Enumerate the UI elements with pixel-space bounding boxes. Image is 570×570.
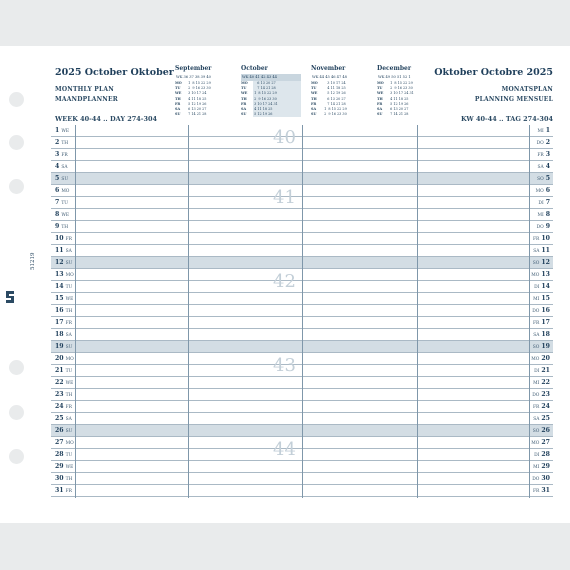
week-number-watermark: 41 bbox=[273, 187, 296, 208]
mini-calendar-weekday: TH bbox=[175, 96, 181, 101]
mini-calendar-weekday: TU bbox=[241, 86, 247, 91]
day-label-right bbox=[531, 271, 550, 278]
day-number: 1 bbox=[55, 127, 60, 134]
day-label-right bbox=[533, 247, 550, 254]
weekday-de: MO bbox=[531, 441, 540, 446]
mini-calendar-dates: 5 12 19 26 bbox=[187, 101, 207, 106]
mini-calendar-dates: 6 13 20 27 bbox=[389, 106, 409, 111]
mini-calendar-weekday: WE bbox=[241, 91, 248, 96]
day-number: 16 bbox=[55, 307, 64, 314]
day-label-right bbox=[532, 307, 550, 314]
weekday-en: WE bbox=[65, 297, 74, 302]
day-number: 29 bbox=[55, 463, 64, 470]
day-label-right bbox=[537, 223, 550, 230]
week-number-watermark: 44 bbox=[273, 439, 296, 460]
mini-calendar-weeks: WK 49 50 51 52 1 bbox=[378, 75, 411, 79]
weekday-de: SO bbox=[537, 177, 544, 182]
day-number: 5 bbox=[55, 175, 60, 182]
day-label-left bbox=[55, 391, 72, 398]
weekday-en: SU bbox=[65, 345, 73, 350]
day-label-right bbox=[532, 391, 550, 398]
mini-calendar-month: September bbox=[175, 65, 212, 72]
mini-calendar-dates: 4 11 18 25 bbox=[389, 96, 409, 101]
weekday-en: SA bbox=[65, 333, 72, 338]
mini-calendar-weekday: TU bbox=[311, 86, 317, 91]
day-number: 2 bbox=[545, 139, 550, 146]
weekday-en: FR bbox=[65, 405, 72, 410]
day-label-left bbox=[55, 331, 72, 338]
day-number: 24 bbox=[541, 403, 550, 410]
day-number: 8 bbox=[545, 211, 550, 218]
weekday-de: MO bbox=[535, 189, 544, 194]
day-number: 6 bbox=[55, 187, 60, 194]
weekday-de: FR bbox=[537, 153, 544, 158]
day-label-left bbox=[55, 127, 69, 134]
left-week-range: WEEK 40-44 .. DAY 274-304 bbox=[55, 115, 158, 123]
mini-calendar-weekday: TH bbox=[241, 96, 247, 101]
day-number: 9 bbox=[545, 223, 550, 230]
day-label-left bbox=[55, 415, 72, 422]
weekday-en: FR bbox=[65, 489, 72, 494]
mini-calendar-dates: 1 8 15 22 29 bbox=[389, 81, 413, 85]
mini-calendar-row bbox=[175, 112, 235, 117]
weekday-de: MO bbox=[531, 273, 540, 278]
weekday-en: SA bbox=[61, 165, 68, 170]
mini-calendar-weekday: FR bbox=[241, 101, 247, 106]
day-label-left bbox=[55, 355, 74, 362]
weekday-en: SU bbox=[61, 177, 69, 182]
day-number: 15 bbox=[55, 295, 64, 302]
brand-logo-icon bbox=[4, 289, 16, 309]
mini-calendar-month: October bbox=[241, 65, 268, 72]
day-label-right bbox=[537, 139, 550, 146]
day-number: 15 bbox=[541, 295, 550, 302]
day-label-left bbox=[55, 151, 68, 158]
mini-calendar bbox=[241, 65, 301, 117]
day-label-left bbox=[55, 403, 72, 410]
day-label-right bbox=[531, 439, 550, 446]
day-number: 6 bbox=[545, 187, 550, 194]
left-subtitle-en: MONTHLY PLAN bbox=[55, 86, 114, 93]
mini-calendar-dates: 3 10 17 24 bbox=[323, 81, 346, 85]
weekday-de: DI bbox=[534, 369, 540, 374]
column-divider bbox=[75, 125, 76, 498]
day-number: 3 bbox=[545, 151, 550, 158]
weekday-de: SA bbox=[533, 333, 540, 338]
day-label-right bbox=[534, 283, 550, 290]
day-label-right bbox=[533, 343, 550, 350]
mini-calendar-dates: 3 10 17 24 31 bbox=[389, 91, 414, 96]
mini-calendar-weekday: SU bbox=[377, 112, 383, 117]
weekday-de: MI bbox=[533, 465, 540, 470]
mini-calendar-row bbox=[377, 112, 437, 117]
day-number: 1 bbox=[545, 127, 550, 134]
weekday-de: DI bbox=[534, 453, 540, 458]
mini-calendar-weekday: FR bbox=[175, 101, 181, 106]
day-number: 29 bbox=[541, 463, 550, 470]
mini-calendar-dates: 1 8 15 22 29 bbox=[253, 91, 301, 96]
day-number: 26 bbox=[541, 427, 550, 434]
weekday-de: FR bbox=[533, 489, 540, 494]
mini-calendar-weekday: FR bbox=[377, 101, 383, 106]
day-number: 26 bbox=[55, 427, 64, 434]
weekday-de: SO bbox=[532, 429, 540, 434]
weekday-en: TU bbox=[65, 453, 73, 458]
day-label-left bbox=[55, 463, 73, 470]
punch-hole bbox=[9, 405, 24, 420]
day-label-left bbox=[55, 187, 69, 194]
day-number: 17 bbox=[541, 319, 550, 326]
mini-calendar-dates: 2 9 16 23 30 bbox=[389, 86, 413, 91]
day-number: 12 bbox=[55, 259, 64, 266]
day-label-right bbox=[537, 151, 550, 158]
day-number: 10 bbox=[541, 235, 550, 242]
day-label-right bbox=[533, 415, 550, 422]
mini-calendar-row bbox=[311, 112, 371, 117]
mini-calendar-weekday: TU bbox=[377, 86, 383, 91]
day-number: 2 bbox=[55, 139, 60, 146]
weekday-de: MI bbox=[537, 213, 544, 218]
weekday-en: FR bbox=[61, 153, 68, 158]
day-label-right bbox=[533, 295, 550, 302]
day-number: 31 bbox=[541, 487, 550, 494]
day-label-right bbox=[533, 403, 550, 410]
day-label-left bbox=[55, 487, 72, 494]
day-number: 23 bbox=[55, 391, 64, 398]
weekday-en: TH bbox=[65, 393, 73, 398]
day-label-right bbox=[537, 127, 550, 134]
day-number: 18 bbox=[541, 331, 550, 338]
weekday-en: FR bbox=[65, 237, 72, 242]
day-label-right bbox=[533, 235, 550, 242]
mini-calendar-dates: 6 13 20 27 bbox=[253, 81, 301, 86]
day-number: 30 bbox=[55, 475, 64, 482]
mini-calendar-weekday: MO bbox=[175, 81, 182, 85]
mini-calendar-row bbox=[241, 112, 301, 117]
day-label-right bbox=[533, 487, 550, 494]
day-label-right bbox=[537, 175, 550, 182]
right-week-range: KW 40-44 .. TAG 274-304 bbox=[461, 115, 553, 123]
day-number: 14 bbox=[541, 283, 550, 290]
day-label-left bbox=[55, 139, 68, 146]
day-number: 23 bbox=[541, 391, 550, 398]
mini-calendar-weekday: SU bbox=[175, 112, 181, 117]
mini-calendar-weekday: TU bbox=[175, 86, 181, 91]
mini-calendar-dates: 2 9 16 23 30 bbox=[323, 112, 347, 117]
mini-calendar bbox=[377, 65, 437, 117]
day-number: 22 bbox=[55, 379, 64, 386]
day-number: 17 bbox=[55, 319, 64, 326]
mini-calendar-weeks: WK 40 41 42 43 44 bbox=[241, 74, 301, 81]
mini-calendar-weekday: MO bbox=[241, 81, 248, 85]
day-label-right bbox=[534, 451, 550, 458]
mini-calendar-weekday: SU bbox=[241, 112, 247, 117]
weekday-en: SA bbox=[65, 249, 72, 254]
column-divider bbox=[417, 125, 418, 498]
day-label-right bbox=[538, 199, 550, 206]
mini-calendar-weekday: SA bbox=[241, 106, 247, 111]
weekday-en: TH bbox=[65, 309, 73, 314]
mini-calendar-weekday: TH bbox=[311, 96, 317, 101]
day-number: 20 bbox=[55, 355, 64, 362]
week-number-watermark: 42 bbox=[273, 271, 296, 292]
day-grid bbox=[51, 125, 553, 498]
weekday-en: SA bbox=[65, 417, 72, 422]
punch-hole bbox=[9, 449, 24, 464]
day-label-left bbox=[55, 175, 68, 182]
day-label-left bbox=[55, 271, 74, 278]
day-number: 16 bbox=[541, 307, 550, 314]
mini-calendar-dates: 5 12 19 26 bbox=[323, 91, 346, 96]
weekday-en: TH bbox=[65, 477, 73, 482]
left-subtitle-nl: MAANDPLANNER bbox=[55, 96, 118, 103]
day-label-left bbox=[55, 259, 72, 266]
day-number: 9 bbox=[55, 223, 60, 230]
day-label-left bbox=[55, 307, 72, 314]
right-subtitle-de: MONATSPLAN bbox=[501, 86, 553, 93]
day-number: 10 bbox=[55, 235, 64, 242]
left-title: 2025 October Oktober bbox=[55, 67, 174, 78]
day-label-right bbox=[531, 355, 550, 362]
weekday-en: TH bbox=[61, 141, 69, 146]
mini-calendar bbox=[311, 65, 371, 117]
day-number: 31 bbox=[55, 487, 64, 494]
day-number: 18 bbox=[55, 331, 64, 338]
week-number-watermark: 40 bbox=[273, 127, 296, 148]
day-number: 7 bbox=[55, 199, 60, 206]
day-number: 4 bbox=[55, 163, 60, 170]
weekday-en: WE bbox=[65, 381, 74, 386]
weekday-en: SU bbox=[65, 429, 73, 434]
day-number: 28 bbox=[541, 451, 550, 458]
mini-calendar-weekday: SA bbox=[377, 106, 383, 111]
mini-calendar-dates: 5 12 19 26 bbox=[253, 112, 301, 117]
punch-hole bbox=[9, 360, 24, 375]
weekday-de: MI bbox=[533, 297, 540, 302]
mini-calendar-dates: 4 11 18 25 bbox=[253, 107, 301, 112]
weekday-de: SO bbox=[532, 345, 540, 350]
day-label-left bbox=[55, 247, 72, 254]
day-label-right bbox=[533, 331, 550, 338]
weekday-en: SU bbox=[65, 261, 73, 266]
weekday-de: DO bbox=[532, 309, 540, 314]
weekday-de: SA bbox=[533, 249, 540, 254]
weekday-de: FR bbox=[533, 321, 540, 326]
day-label-left bbox=[55, 283, 72, 290]
weekday-de: SA bbox=[537, 165, 544, 170]
weekday-en: TU bbox=[65, 369, 73, 374]
column-divider bbox=[188, 125, 189, 498]
day-label-left bbox=[55, 451, 72, 458]
day-label-left bbox=[55, 199, 68, 206]
mini-calendar-month: December bbox=[377, 65, 412, 72]
day-number: 25 bbox=[55, 415, 64, 422]
mini-calendar-dates: 1 8 15 22 29 bbox=[187, 81, 211, 85]
mini-calendar-weekday: MO bbox=[311, 81, 318, 85]
mini-calendar-month: November bbox=[311, 65, 346, 72]
day-label-left bbox=[55, 235, 72, 242]
day-label-right bbox=[533, 463, 550, 470]
punch-hole bbox=[9, 92, 24, 107]
mini-calendar bbox=[175, 65, 235, 117]
day-number: 3 bbox=[55, 151, 60, 158]
day-label-left bbox=[55, 223, 68, 230]
weekday-en: MO bbox=[65, 357, 74, 362]
mini-calendar-weeks: WK 36 37 38 39 40 bbox=[176, 75, 211, 79]
day-number: 14 bbox=[55, 283, 64, 290]
mini-calendar-dates: 2 9 16 23 30 bbox=[187, 86, 211, 91]
day-number: 21 bbox=[55, 367, 64, 374]
day-number: 8 bbox=[55, 211, 60, 218]
column-divider bbox=[529, 125, 530, 498]
weekday-en: MO bbox=[65, 441, 74, 446]
weekday-en: FR bbox=[65, 321, 72, 326]
day-label-right bbox=[533, 319, 550, 326]
day-label-left bbox=[55, 319, 72, 326]
mini-calendar-dates: 6 13 20 27 bbox=[323, 96, 346, 101]
day-label-right bbox=[534, 367, 550, 374]
day-label-right bbox=[533, 259, 550, 266]
weekday-en: TU bbox=[61, 201, 68, 206]
weekday-de: MO bbox=[531, 357, 540, 362]
day-number: 19 bbox=[55, 343, 64, 350]
day-number: 13 bbox=[541, 271, 550, 278]
day-number: 5 bbox=[545, 175, 550, 182]
day-number: 19 bbox=[541, 343, 550, 350]
day-number: 7 bbox=[545, 199, 550, 206]
weekday-de: DO bbox=[536, 225, 544, 230]
day-label-left bbox=[55, 475, 72, 482]
mini-calendar-dates: 4 11 18 25 bbox=[323, 86, 346, 91]
mini-calendar-dates: 1 8 15 22 29 bbox=[323, 106, 347, 111]
product-code: 51219 bbox=[30, 252, 36, 270]
weekday-de: SA bbox=[533, 417, 540, 422]
mini-calendar-dates: 7 14 21 28 bbox=[253, 86, 301, 91]
day-number: 11 bbox=[55, 247, 64, 254]
mini-calendar-weeks: WK 44 45 46 47 48 bbox=[312, 75, 347, 79]
mini-calendar-weekday: SA bbox=[175, 106, 181, 111]
day-number: 25 bbox=[541, 415, 550, 422]
day-label-right bbox=[532, 475, 550, 482]
weekday-de: DI bbox=[534, 285, 540, 290]
mini-calendar-dates: 7 14 21 28 bbox=[323, 101, 346, 106]
day-number: 27 bbox=[55, 439, 64, 446]
mini-calendar-dates: 7 14 21 28 bbox=[187, 112, 207, 117]
day-number: 11 bbox=[541, 247, 550, 254]
day-label-left bbox=[55, 163, 68, 170]
mini-calendar-dates: 6 13 20 27 bbox=[187, 106, 207, 111]
mini-calendar-dates: 7 14 21 28 bbox=[389, 112, 409, 117]
day-label-right bbox=[533, 379, 550, 386]
week-number-watermark: 43 bbox=[273, 355, 296, 376]
weekday-en: WE bbox=[65, 465, 74, 470]
mini-calendar-weekday: WE bbox=[377, 91, 384, 96]
day-label-left bbox=[55, 295, 73, 302]
weekday-de: DI bbox=[538, 201, 544, 206]
day-label-left bbox=[55, 343, 72, 350]
day-label-left bbox=[55, 211, 69, 218]
day-label-right bbox=[537, 211, 550, 218]
mini-calendar-dates: 3 10 17 24 31 bbox=[253, 102, 301, 107]
day-number: 28 bbox=[55, 451, 64, 458]
weekday-de: SO bbox=[532, 261, 540, 266]
mini-calendar-dates: 3 10 17 24 bbox=[187, 91, 207, 96]
weekday-en: MO bbox=[61, 189, 70, 194]
day-label-right bbox=[536, 187, 550, 194]
day-number: 27 bbox=[541, 439, 550, 446]
weekday-de: MI bbox=[537, 129, 544, 134]
day-number: 24 bbox=[55, 403, 64, 410]
weekday-en: WE bbox=[61, 213, 70, 218]
weekday-en: WE bbox=[61, 129, 70, 134]
day-number: 21 bbox=[541, 367, 550, 374]
day-label-left bbox=[55, 427, 72, 434]
mini-calendar-dates: 4 11 18 25 bbox=[187, 96, 207, 101]
punch-hole bbox=[9, 135, 24, 150]
mini-calendar-dates: 2 9 16 23 30 bbox=[253, 97, 301, 102]
mini-calendar-weekday: MO bbox=[377, 81, 384, 85]
day-label-left bbox=[55, 439, 74, 446]
mini-calendar-weekday: TH bbox=[377, 96, 383, 101]
mini-calendar-weekday: SU bbox=[311, 112, 317, 117]
weekday-en: TU bbox=[65, 285, 73, 290]
right-title: Oktober Octobre 2025 bbox=[434, 67, 553, 78]
day-label-left bbox=[55, 379, 73, 386]
day-number: 12 bbox=[541, 259, 550, 266]
mini-calendar-dates: 5 12 19 26 bbox=[389, 101, 409, 106]
weekday-de: DO bbox=[532, 477, 540, 482]
day-label-right bbox=[538, 163, 551, 170]
mini-calendar-weekday: SA bbox=[311, 106, 317, 111]
mini-calendar-weekday: WE bbox=[175, 91, 182, 96]
day-label-right bbox=[533, 427, 550, 434]
day-label-left bbox=[55, 367, 72, 374]
weekday-de: FR bbox=[533, 237, 540, 242]
weekday-en: TH bbox=[61, 225, 69, 230]
weekday-de: DO bbox=[536, 141, 544, 146]
punch-hole bbox=[9, 179, 24, 194]
mini-calendar-weekday: WE bbox=[311, 91, 318, 96]
right-subtitle-fr: PLANNING MENSUEL bbox=[474, 96, 553, 103]
day-number: 13 bbox=[55, 271, 64, 278]
column-divider bbox=[302, 125, 303, 498]
weekday-de: DO bbox=[532, 393, 540, 398]
weekday-de: MI bbox=[533, 381, 540, 386]
day-number: 22 bbox=[541, 379, 550, 386]
day-number: 20 bbox=[541, 355, 550, 362]
day-number: 4 bbox=[545, 163, 550, 170]
mini-calendar-weekday: FR bbox=[311, 101, 317, 106]
day-number: 30 bbox=[541, 475, 550, 482]
weekday-de: FR bbox=[533, 405, 540, 410]
weekday-en: MO bbox=[65, 273, 74, 278]
